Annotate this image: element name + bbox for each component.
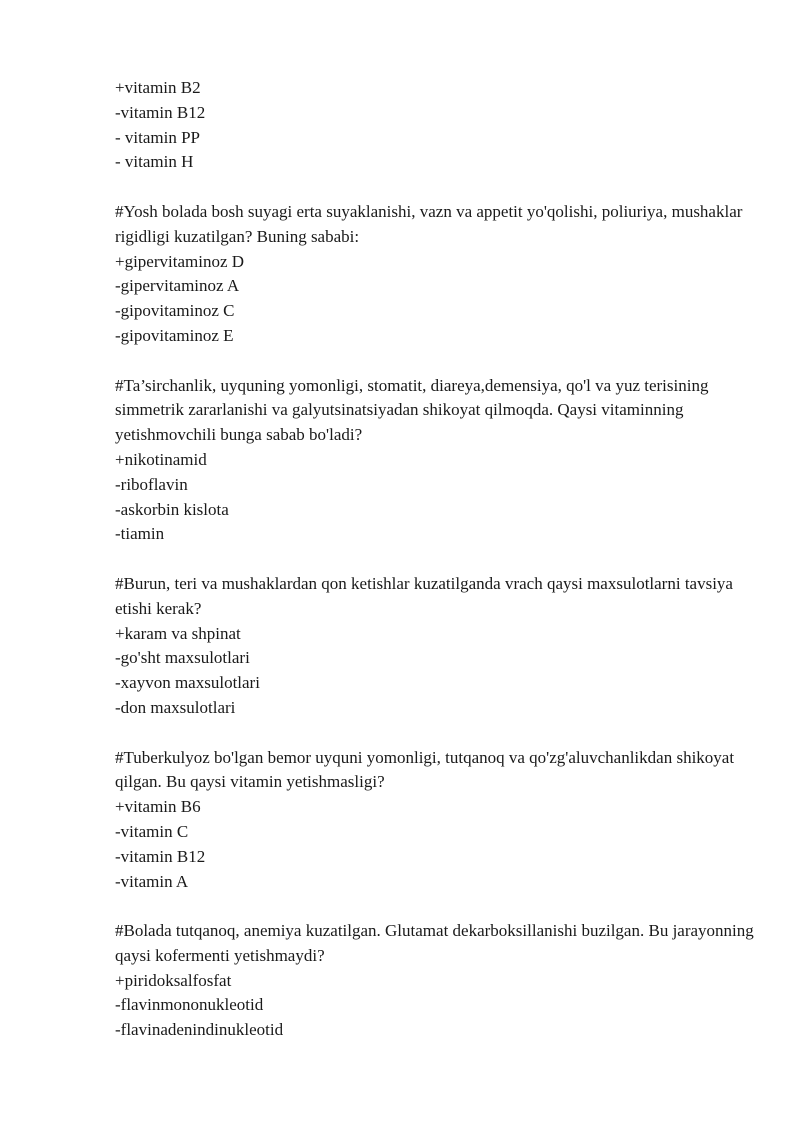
- question-block-2: [115, 200, 755, 349]
- answer-option: -vitamin A: [115, 871, 189, 891]
- answer-option: +vitamin B2: [115, 78, 201, 97]
- answer-option: -vitamin C: [115, 821, 189, 841]
- answer-option: +vitamin B6: [115, 797, 201, 817]
- answer-option: -flavinadenindinukleotid: [115, 1020, 284, 1040]
- question-text: #Bolada tutqanoq, anemiya kuzatilgan. Glutamat dekarboksillanishi buzilgan. Bu jarayonning qaysi kofermenti yetishmaydi?: [115, 921, 754, 965]
- answer-option: +gipervitaminoz D: [115, 251, 245, 271]
- answer-option: -askorbin kislota: [115, 499, 229, 519]
- answer-option: - vitamin H: [115, 152, 194, 172]
- answer-option: -gipovitaminoz C: [115, 301, 235, 321]
- question-block-4: [115, 572, 755, 721]
- question-block-6: [115, 919, 755, 1043]
- question-text: #Tuberkulyoz bo'lgan bemor uyquni yomonligi, tutqanoq va qo'zg'aluvchanlikdan shikoyat qilgan. Bu qaysi vitamin yetishmasligi?: [115, 747, 735, 792]
- answer-option: -gipervitaminoz A: [115, 276, 240, 296]
- answer-option: -don maxsulotlari: [115, 697, 236, 717]
- answer-option: -xayvon maxsulotlari: [115, 673, 260, 693]
- answer-option: -tiamin: [115, 524, 165, 544]
- question-text: #Yosh bolada bosh suyagi erta suyaklanishi, vazn va appetit yo'qolishi, poliuriya, mushaklar rigidligi kuzatilgan? Buning sababi:: [115, 201, 743, 246]
- answer-option: -riboflavin: [115, 474, 188, 494]
- answer-option: +karam va shpinat: [115, 623, 241, 643]
- answer-option: +piridoksalfosfat: [115, 970, 232, 990]
- question-block-5: [115, 746, 755, 895]
- answer-option: -gipovitaminoz E: [115, 325, 234, 345]
- question-block-1: [115, 76, 755, 175]
- answer-option: -flavinmononukleotid: [115, 995, 264, 1015]
- answer-option: -vitamin B12: [115, 102, 206, 122]
- answer-option: +nikotinamid: [115, 449, 207, 469]
- question-block-3: [115, 374, 755, 548]
- question-text: #Burun, teri va mushaklardan qon ketishlar kuzatilganda vrach qaysi maxsulotlarni tavsiya etishi kerak?: [115, 573, 733, 618]
- answer-option: - vitamin PP: [115, 127, 201, 147]
- question-text: #Ta’sirchanlik, uyquning yomonligi, stomatit, diareya,demensiya, qo'l va yuz terisining simmetrik zararlanishi va galyutsinatsiyadan shikoyat qilmoqda. Qaysi vitaminning yetishmovchili bunga sabab bo'ladi?: [115, 375, 709, 445]
- answer-option: -go'sht maxsulotlari: [115, 648, 250, 668]
- answer-option: -vitamin B12: [115, 846, 206, 866]
- document-page: [115, 76, 755, 1043]
